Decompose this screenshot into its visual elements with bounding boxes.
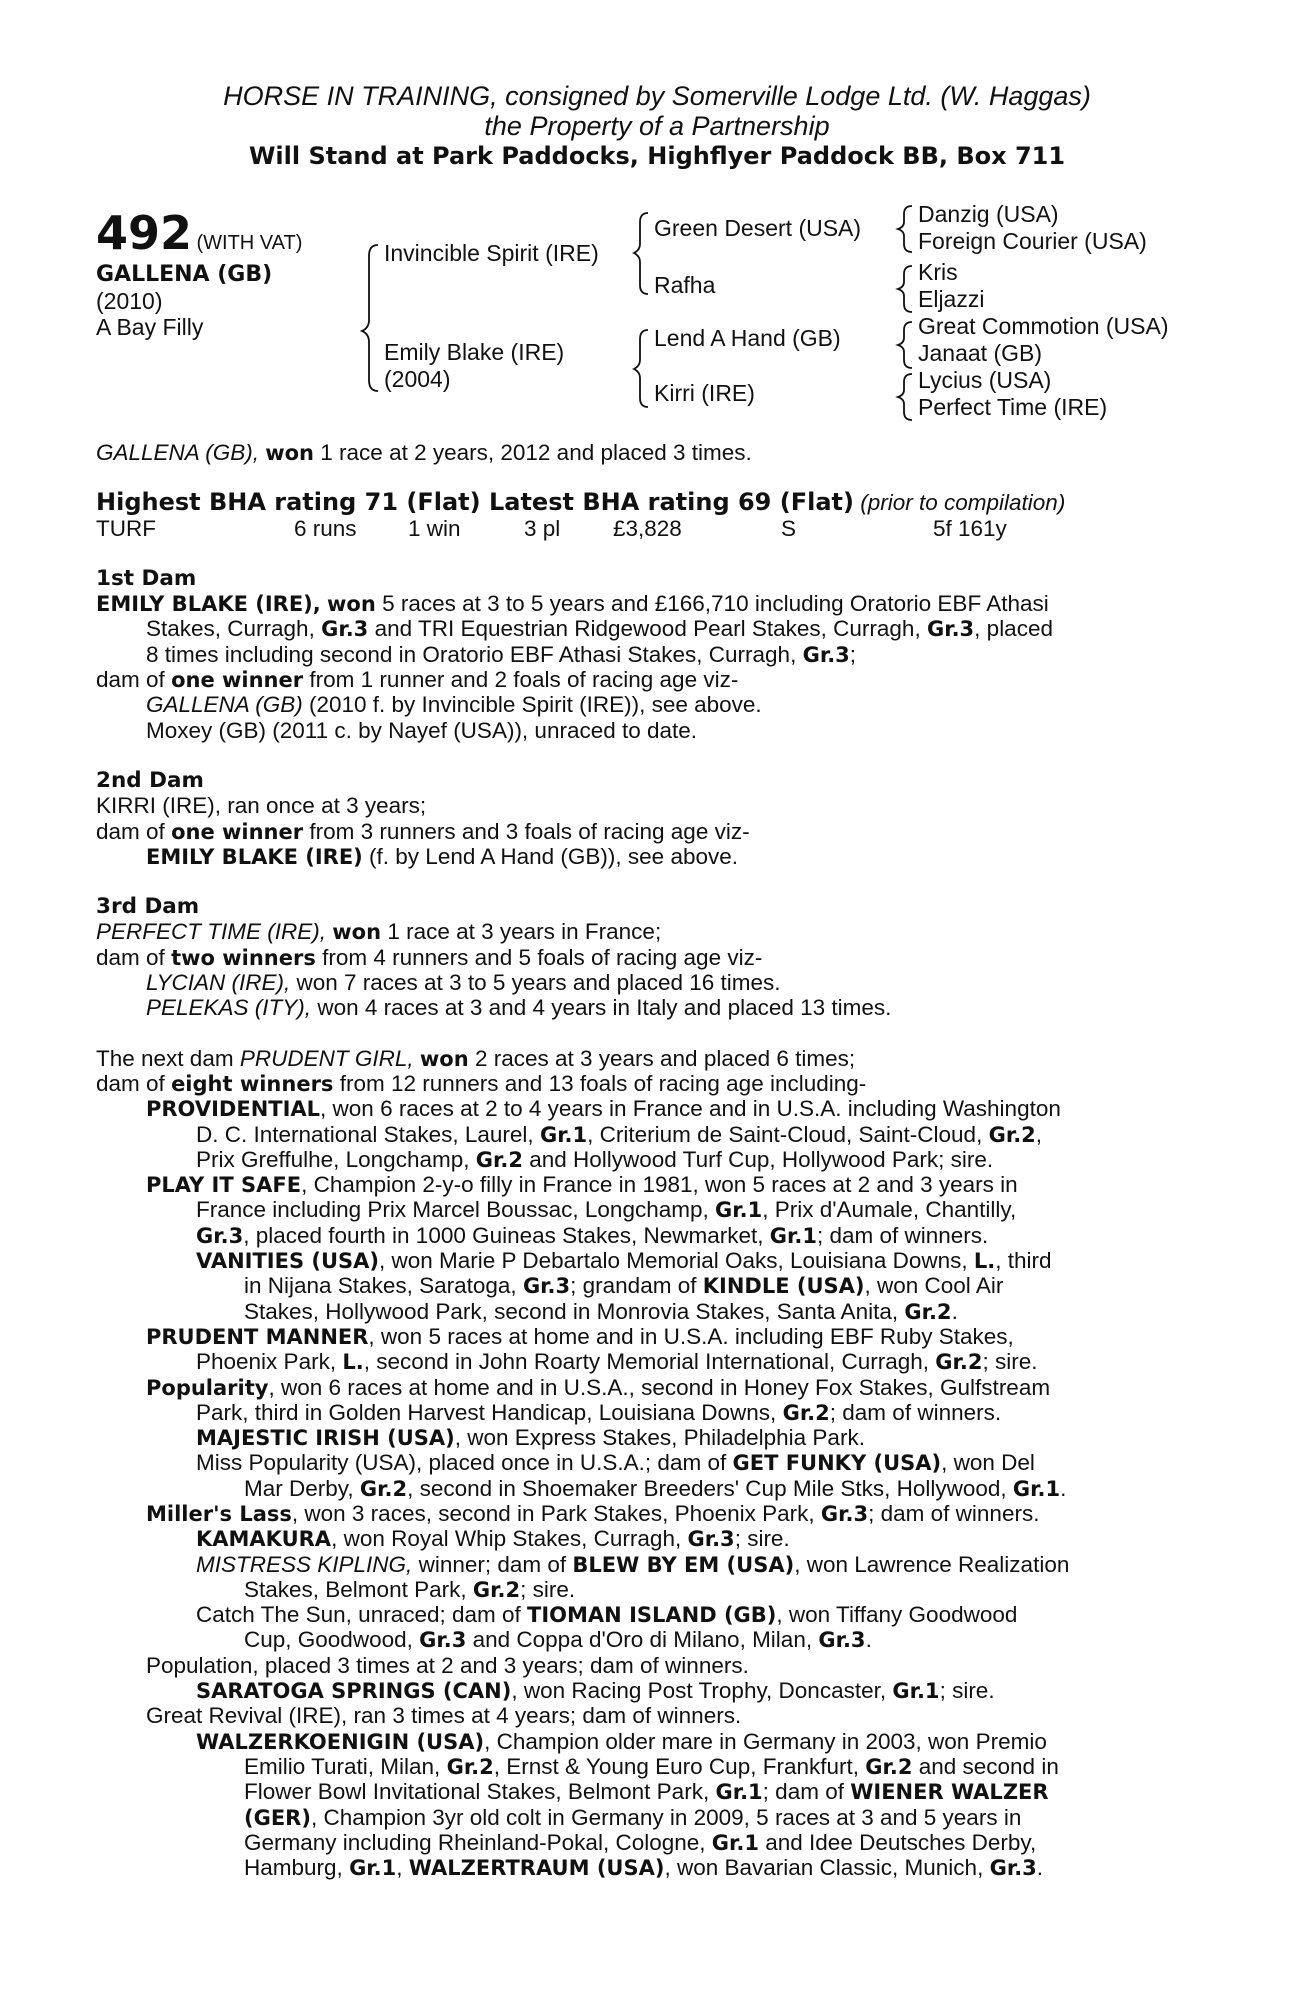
first-dam-line: Stakes, Curragh, Gr.3 and TRI Equestrian Ridgewood Pearl Stakes, Curragh, Gr.3, placed [146, 616, 1053, 642]
catalogue-header-line2: the Property of a Partnership [484, 111, 830, 141]
pedigree-sire-dam: Rafha [654, 272, 716, 298]
produce-line: Hamburg, Gr.1, WALZERTRAUM (USA), won Bavarian Classic, Munich, Gr.3. [244, 1855, 1044, 1881]
produce-line: Great Revival (IRE), ran 3 times at 4 years; dam of winners. [146, 1703, 742, 1729]
produce-line: Gr.3, placed fourth in 1000 Guineas Stakes, Newmarket, Gr.1; dam of winners. [196, 1222, 989, 1248]
horse-year: (2010) [96, 288, 163, 314]
produce-line: in Nijana Stakes, Saratoga, Gr.3; grandam of KINDLE (USA), won Cool Air [244, 1273, 1004, 1299]
produce-line: Cup, Goodwood, Gr.3 and Coppa d'Oro di Milano, Milan, Gr.3. [244, 1627, 872, 1653]
produce-line: Emilio Turati, Milan, Gr.2, Ernst & Young Euro Cup, Frankfurt, Gr.2 and second in [244, 1753, 1059, 1779]
produce-line: D. C. International Stakes, Laurel, Gr.1, Criterium de Saint-Cloud, Saint-Cloud, Gr.2, [196, 1121, 1043, 1147]
produce-line: Flower Bowl Invitational Stakes, Belmont Park, Gr.1; dam of WIENER WALZER [244, 1779, 1049, 1805]
produce-line: Prix Greffulhe, Longchamp, Gr.2 and Hollywood Turf Cup, Hollywood Park; sire. [196, 1146, 994, 1172]
third-dam-line: LYCIAN (IRE), won 7 races at 3 to 5 years and placed 16 times. [146, 970, 781, 996]
summary-line: GALLENA (GB), won 1 race at 2 years, 2012 and placed 3 times. [96, 440, 752, 465]
first-dam-line: GALLENA (GB) (2010 f. by Invincible Spirit (IRE)), see above. [146, 692, 762, 718]
race-record-line: TURF 6 runs 1 win 3 pl £3,828 S 5f 161y [96, 515, 1007, 541]
catalogue-body [96, 440, 1226, 1880]
produce-line: PLAY IT SAFE, Champion 2-y-o filly in France in 1981, won 5 races at 2 and 3 years in [146, 1172, 1018, 1198]
pedigree-gen3-4: Eljazzi [918, 286, 985, 312]
pedigree-gen3-5: Great Commotion (USA) [918, 313, 1169, 339]
produce-line: SARATOGA SPRINGS (CAN), won Racing Post Trophy, Doncaster, Gr.1; sire. [196, 1678, 995, 1704]
produce-line: Popularity, won 6 races at home and in U.S.A., second in Honey Fox Stakes, Gulfstream [146, 1374, 1051, 1400]
produce-line: (GER), Champion 3yr old colt in Germany in 2009, 5 races at 3 and 5 years in [244, 1804, 1022, 1830]
horse-description: A Bay Filly [96, 314, 204, 340]
pedigree-dam-year: (2004) [384, 366, 451, 392]
third-dam-line: PELEKAS (ITY), won 4 races at 3 and 4 years in Italy and placed 13 times. [146, 995, 892, 1021]
catalogue-header-line1: HORSE IN TRAINING, consigned by Somerville Lodge Ltd. (W. Haggas) [223, 81, 1091, 111]
produce-line: Miller's Lass, won 3 races, second in Park Stakes, Phoenix Park, Gr.3; dam of winners. [146, 1500, 1040, 1526]
first-dam-heading: 1st Dam [96, 565, 197, 591]
first-dam-line: 8 times including second in Oratorio EBF Athasi Stakes, Curragh, Gr.3; [146, 641, 857, 667]
third-dam-heading: 3rd Dam [96, 894, 200, 920]
pedigree-dam-sire: Lend A Hand (GB) [654, 325, 841, 351]
pedigree-gen3-7: Lycius (USA) [918, 367, 1052, 393]
third-dam-line: PERFECT TIME (IRE), won 1 race at 3 years in France; [96, 919, 662, 945]
pedigree-sire-sire: Green Desert (USA) [654, 215, 862, 241]
pedigree-dam: Emily Blake (IRE) [384, 339, 565, 365]
produce-line: France including Prix Marcel Boussac, Longchamp, Gr.1, Prix d'Aumale, Chantilly, [196, 1197, 1017, 1223]
produce-line: Phoenix Park, L., second in John Roarty Memorial International, Curragh, Gr.2; sire. [196, 1349, 1038, 1375]
second-dam-line: EMILY BLAKE (IRE) (f. by Lend A Hand (GB)), see above. [146, 843, 739, 869]
rating-line: Highest BHA rating 71 (Flat) Latest BHA rating 69 (Flat) (prior to compilation) [96, 488, 1066, 517]
produce-line: Stakes, Hollywood Park, second in Monrovia Stakes, Santa Anita, Gr.2. [244, 1298, 958, 1324]
next-dam-line: The next dam PRUDENT GIRL, won 2 races at 3 years and placed 6 times; [96, 1045, 856, 1071]
horse-name: GALLENA (GB) [96, 262, 273, 287]
pedigree-sire: Invincible Spirit (IRE) [384, 240, 599, 266]
produce-line: MAJESTIC IRISH (USA), won Express Stakes, Philadelphia Park. [196, 1425, 865, 1451]
catalogue-header-location: Will Stand at Park Paddocks, Highflyer Paddock BB, Box 711 [248, 142, 1066, 170]
lot-number: 492 [96, 206, 193, 260]
produce-line: Catch The Sun, unraced; dam of TIOMAN ISLAND (GB), won Tiffany Goodwood [196, 1602, 1018, 1628]
pedigree-gen3-1: Danzig (USA) [918, 201, 1059, 227]
produce-line: MISTRESS KIPLING, winner; dam of BLEW BY EM (USA), won Lawrence Realization [196, 1551, 1070, 1577]
first-dam-line: dam of one winner from 1 runner and 2 foals of racing age viz- [96, 667, 739, 693]
pedigree-gen3-6: Janaat (GB) [918, 340, 1042, 366]
produce-line: Mar Derby, Gr.2, second in Shoemaker Breeders' Cup Mile Stks, Hollywood, Gr.1. [244, 1475, 1067, 1501]
produce-line: Park, third in Golden Harvest Handicap, Louisiana Downs, Gr.2; dam of winners. [196, 1399, 1002, 1425]
produce-line: Miss Popularity (USA), placed once in U.S.A.; dam of GET FUNKY (USA), won Del [196, 1450, 1035, 1476]
produce-line: Germany including Rheinland-Pokal, Cologne, Gr.1 and Idee Deutsches Derby, [244, 1829, 1037, 1855]
pedigree-gen3-3: Kris [918, 259, 958, 285]
first-dam-line: EMILY BLAKE (IRE), won 5 races at 3 to 5 years and £166,710 including Oratorio EBF Athasi [96, 591, 1049, 617]
produce-line: PROVIDENTIAL, won 6 races at 2 to 4 years in France and in U.S.A. including Washington [146, 1096, 1061, 1122]
second-dam-line: KIRRI (IRE), ran once at 3 years; [96, 793, 427, 819]
produce-line: VANITIES (USA), won Marie P Debartalo Memorial Oaks, Louisiana Downs, L., third [196, 1248, 1052, 1274]
first-dam-line: Moxey (GB) (2011 c. by Nayef (USA)), unraced to date. [146, 717, 698, 743]
third-dam-line: dam of two winners from 4 runners and 5 foals of racing age viz- [96, 944, 763, 970]
produce-line: WALZERKOENIGIN (USA), Champion older mare in Germany in 2003, won Premio [196, 1728, 1047, 1754]
vat-label: (WITH VAT) [196, 232, 303, 254]
produce-line: Population, placed 3 times at 2 and 3 years; dam of winners. [146, 1652, 749, 1678]
pedigree-dam-dam: Kirri (IRE) [654, 380, 755, 406]
pedigree-gen3-8: Perfect Time (IRE) [918, 394, 1108, 420]
produce-line: KAMAKURA, won Royal Whip Stakes, Curragh, Gr.3; sire. [196, 1526, 790, 1552]
produce-line: Stakes, Belmont Park, Gr.2; sire. [244, 1576, 576, 1602]
second-dam-line: dam of one winner from 3 runners and 3 foals of racing age viz- [96, 818, 750, 844]
produce-line: PRUDENT MANNER, won 5 races at home and in U.S.A. including EBF Ruby Stakes, [146, 1323, 1014, 1349]
second-dam-heading: 2nd Dam [96, 767, 204, 793]
next-dam-line: dam of eight winners from 12 runners and 13 foals of racing age including- [96, 1070, 867, 1096]
pedigree-gen3-2: Foreign Courier (USA) [918, 228, 1147, 254]
